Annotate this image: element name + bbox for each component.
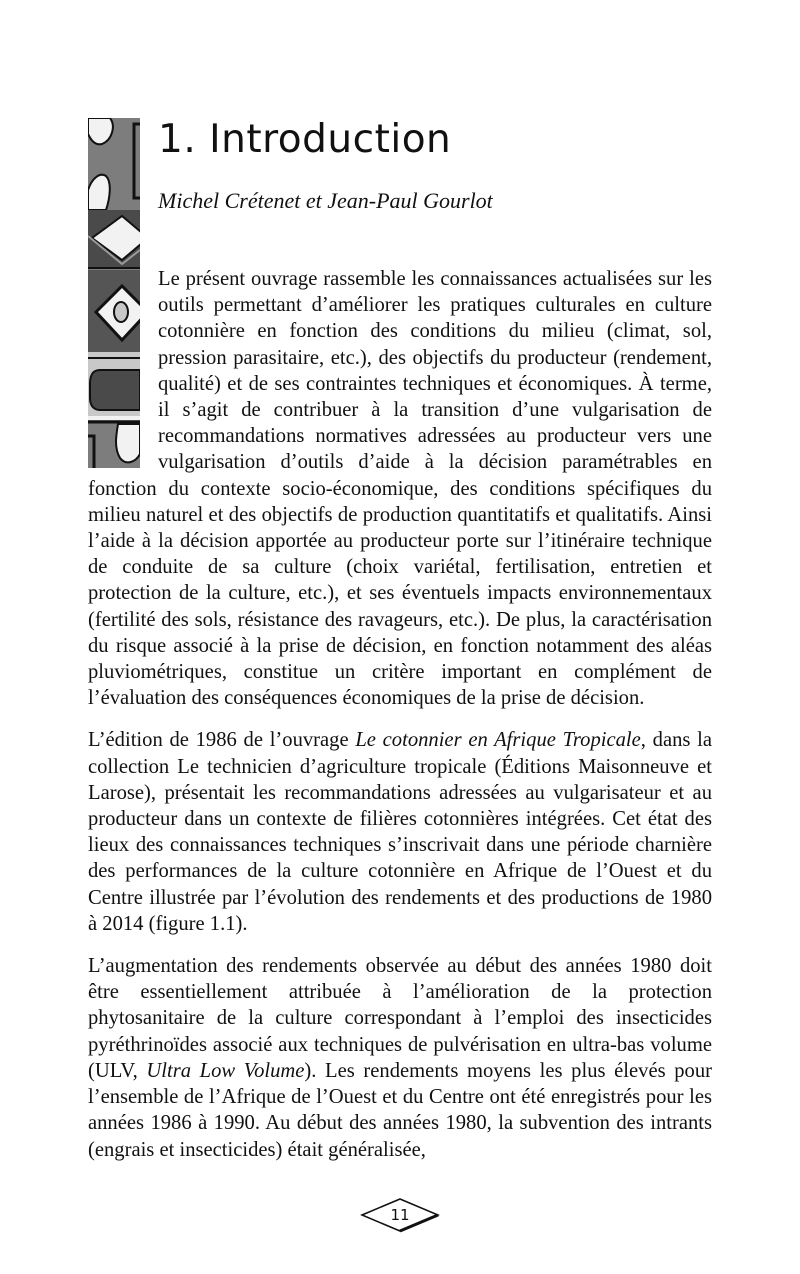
term-italic: Ultra Low Volume <box>146 1059 305 1082</box>
page-number: 11 <box>390 1206 410 1224</box>
paragraph-text: Le présent ouvrage rassemble les connaissances actualisées sur les outils permettant d’améliorer les pratiques culturales en culture cotonnière en fonction des conditions du milieu (climat, sol, pression parasitaire, etc.), des objectifs du producteur (rendement, qualité) et de ses contraintes techniques et économiques. À terme, il s’agit de contribuer à la transition d’une vulgarisation de recommandations normatives adressées au producteur vers une vulgarisation d’outils d’aide à la décision paramétrables en fonction du contexte socio-économique, des conditions spécifiques du milieu naturel et des objectifs de production quantitatifs et qualitatifs. Ainsi l’aide à la décision apportée au producteur porte sur l’itinéraire technique de conduite de sa culture (choix variétal, fertilisation, entretien et protection de la culture, etc.), et ses éventuels impacts environnementaux (fertilité des sols, résistance des ravageurs, etc.). De plus, la caractérisation du risque associé à la prise de décision, en fonction notamment des aléas pluviométriques, constitue un critère important en complément de l’évaluation des conséquences économiques de la prise de décision. <box>88 268 712 710</box>
paragraph-text: L’édition de 1986 de l’ouvrage <box>88 729 356 752</box>
chapter-title: 1. Introduction <box>158 117 452 162</box>
paragraph-text: ). Les rendements moyens les plus élevés pour l’ensemble de l’Afrique de l’Ouest et du Centre ont été enregistrés pour les années 1986 à 1990. Au début des années 1980, la subvention des intrants (engrais et insecticides) était généralisée, <box>88 1059 712 1161</box>
paragraph <box>88 266 712 711</box>
paragraph <box>88 727 712 937</box>
paragraph-text: L’augmentation des rendements observée au début des années 1980 doit être essentiellement attribuée à l’amélioration de la protection phytosanitaire de la culture correspondant à l’emploi des insecticides pyréthrinoïdes associé aux techniques de pulvérisation en ultra-bas volume (ULV, <box>88 955 712 1082</box>
page-number-badge <box>358 1196 442 1234</box>
body-text <box>88 266 712 1179</box>
paragraph-text: , dans la collection Le technicien d’agriculture tropicale (Éditions Maisonneuve et Larose), présentait les recommandations adressées au vulgarisateur et au producteur dans un contexte de filières cotonnières intégrées. Cet état des lieux des connaissances techniques s’inscrivait dans une période charnière des performances de la culture cotonnière en Afrique de l’Ouest et du Centre illustrée par l’évolution des rendements et des productions de 1980 à 2014 (figure 1.1). <box>88 729 713 935</box>
book-title: Le cotonnier en Afrique Tropicale <box>355 729 641 752</box>
strip-spacer <box>88 266 158 468</box>
paragraph <box>88 953 712 1163</box>
chapter-authors: Michel Crétenet et Jean-Paul Gourlot <box>158 188 493 213</box>
